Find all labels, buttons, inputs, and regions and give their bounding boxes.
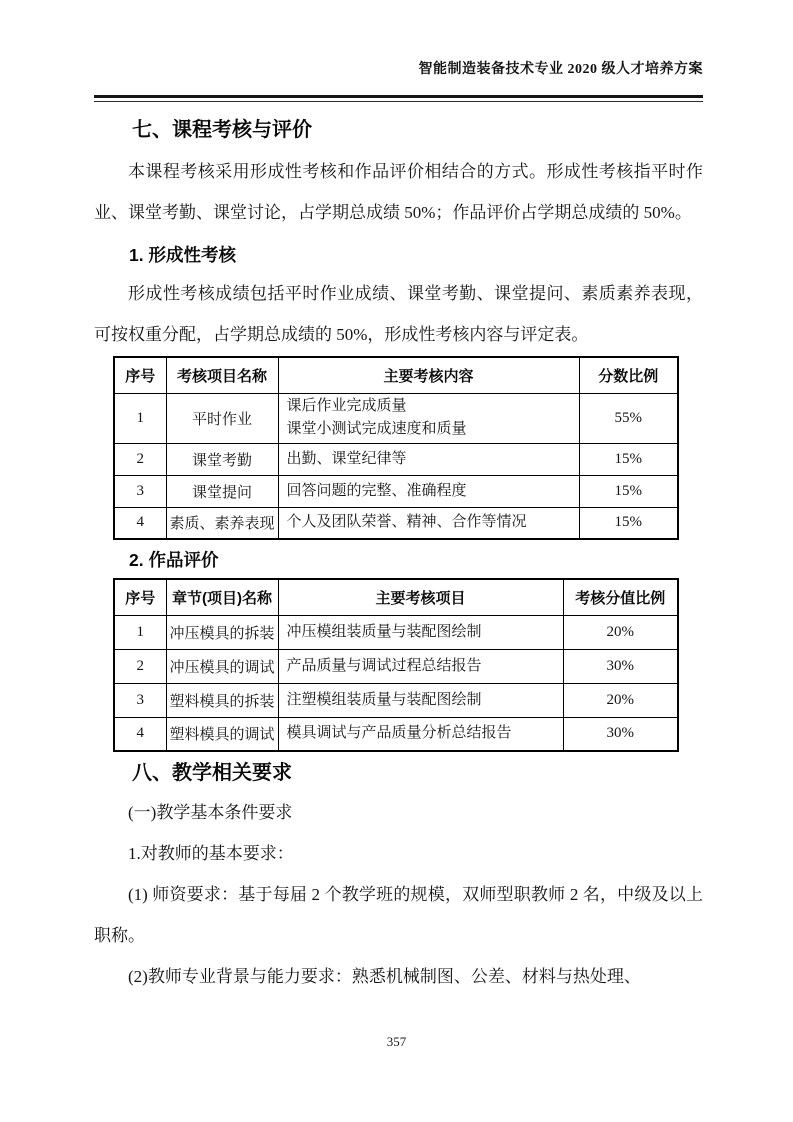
table-cell: 课堂考勤 <box>166 443 278 475</box>
table-cell: 产品质量与调试过程总结报告 <box>278 649 563 683</box>
table-cell: 模具调试与产品质量分析总结报告 <box>278 717 563 751</box>
table-header-cell: 章节(项目)名称 <box>166 579 278 615</box>
table-cell: 个人及团队荣誉、精神、合作等情况 <box>278 507 579 539</box>
section-7-intro-paragraph: 本课程考核采用形成性考核和作品评价相结合的方式。形成性考核指平时作业、课堂考勤、课堂讨论，占学期总成绩 50%；作品评价占学期总成绩的 50%。 <box>94 162 703 222</box>
table-cell: 3 <box>114 683 166 717</box>
table-header-cell: 序号 <box>114 357 166 393</box>
page-number: 357 <box>386 1034 407 1049</box>
table-header-cell: 主要考核项目 <box>278 579 563 615</box>
section-8-heading: 八、教学相关要求 <box>132 762 292 784</box>
table-cell: 2 <box>114 443 166 475</box>
table-cell: 课堂提问 <box>166 475 278 507</box>
table-cell: 30% <box>563 649 678 683</box>
table-cell: 55% <box>579 393 678 443</box>
table-row <box>114 649 678 683</box>
table-cell: 20% <box>563 615 678 649</box>
teacher-requirements-paragraph: 1.对教师的基本要求： <box>128 844 294 863</box>
table-header-row <box>114 579 678 615</box>
table-cell: 冲压模具的调试 <box>166 649 278 683</box>
table-row <box>114 475 678 507</box>
table-header-cell: 分数比例 <box>579 357 678 393</box>
teacher-background-paragraph: (2)教师专业背景与能力要求：熟悉机械制图、公差、材料与热处理、 <box>128 967 641 986</box>
table-cell: 回答问题的完整、准确程度 <box>278 475 579 507</box>
table-header-cell: 考核分值比例 <box>563 579 678 615</box>
table-cell: 15% <box>579 443 678 475</box>
table-cell: 冲压模组装质量与装配图绘制 <box>278 615 563 649</box>
portfolio-evaluation-table <box>113 578 679 752</box>
staffing-requirements-paragraph: (1) 师资要求：基于每届 2 个教学班的规模，双师型职教师 2 名，中级及以上职称。 <box>94 885 703 945</box>
table-cell: 塑料模具的拆装 <box>166 683 278 717</box>
teaching-conditions-paragraph: (一)教学基本条件要求 <box>128 803 293 822</box>
formative-assessment-heading: 1. 形成性考核 <box>129 245 236 265</box>
table-cell: 出勤、课堂纪律等 <box>278 443 579 475</box>
table-row <box>114 507 678 539</box>
table-row <box>114 615 678 649</box>
table-cell: 4 <box>114 507 166 539</box>
table-cell: 3 <box>114 475 166 507</box>
table-cell: 冲压模具的拆装 <box>166 615 278 649</box>
table-cell: 平时作业 <box>166 393 278 443</box>
running-header: 智能制造装备技术专业 2020 级人才培养方案 <box>418 62 703 77</box>
table-header-row <box>114 357 678 393</box>
table-cell: 15% <box>579 475 678 507</box>
table-row <box>114 683 678 717</box>
table-cell: 1 <box>114 615 166 649</box>
table-cell: 15% <box>579 507 678 539</box>
table-cell: 素质、素养表现 <box>166 507 278 539</box>
section-7-heading: 七、课程考核与评价 <box>132 119 312 141</box>
table-cell: 课后作业完成质量 课堂小测试完成速度和质量 <box>278 393 579 443</box>
table-cell: 1 <box>114 393 166 443</box>
portfolio-evaluation-heading: 2. 作品评价 <box>129 550 219 570</box>
table-header-cell: 考核项目名称 <box>166 357 278 393</box>
table-cell: 注塑模组装质量与装配图绘制 <box>278 683 563 717</box>
table-row <box>114 717 678 751</box>
table-cell: 4 <box>114 717 166 751</box>
table-cell: 塑料模具的调试 <box>166 717 278 751</box>
table-row <box>114 393 678 443</box>
page-content <box>94 0 703 997</box>
formative-assessment-table <box>113 356 679 540</box>
table-header-cell: 序号 <box>114 579 166 615</box>
table-cell: 2 <box>114 649 166 683</box>
table-cell: 30% <box>563 717 678 751</box>
table-row <box>114 443 678 475</box>
header-rule <box>94 95 703 102</box>
formative-assessment-description: 形成性考核成绩包括平时作业成绩、课堂考勤、课堂提问、素质素养表现，可按权重分配，占学期总成绩的 50%，形成性考核内容与评定表。 <box>94 284 703 344</box>
table-header-cell: 主要考核内容 <box>278 357 579 393</box>
table-cell: 20% <box>563 683 678 717</box>
